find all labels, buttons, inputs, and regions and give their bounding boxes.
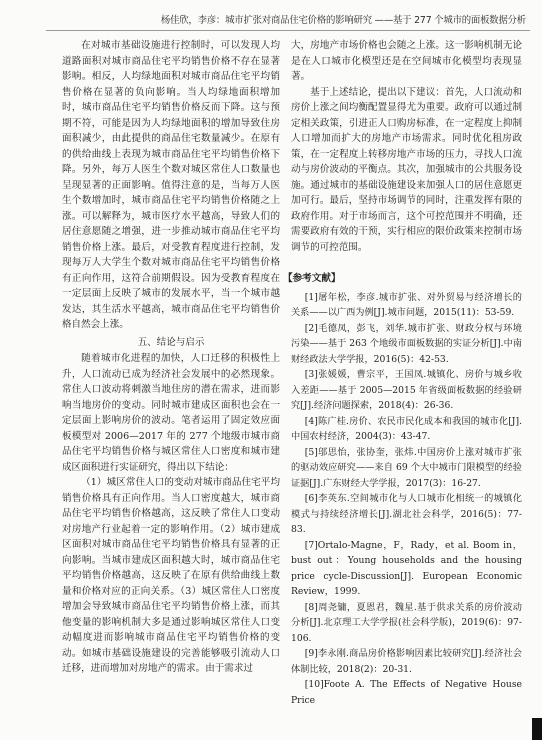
body-paragraph: 在对城市基础设施进行控制时，可以发现人均道路面积对城市商品住宅平均销售价格不存在显著影响。相反，人均绿地面积对城市商品住宅平均销售价格在显著的负向影响。当人均绿地面积增加时，城市商品住宅平均销售价格反而下降。这与预期不符，可能是因为人均绿地面积的增加导致住房面积减少，由此提供的商品住宅数量减少。在原有的供给曲线上表现为城市商品住宅平均销售价格下降。另外，每万人医生个数对城区常住人口数量也呈现显著的正面影响。值得注意的是，当每万人医生个数增加时，城市商品住宅平均销售价格随之上涨。可以解释为，城市医疗水平越高，导致人们的居住意愿随之增强，进一步推动城市商品住宅平均销售价格上涨。最后，对受教育程度进行控制，发现每万人大学生个数对城市商品住宅平均销售价格有正向作用，这符合前期假设。因为受教育程度在一定层面上反映了城市的发展水平，当一个城市越发达，其生活水平越高，城市商品住宅平均销售价格自然会上涨。 — [62, 40, 280, 330]
reference-list — [291, 290, 522, 709]
reference-item: [9]李永刚.商品房价格影响因素比较研究[J].经济社会体制比较，2018(2)：20-31. — [291, 648, 522, 675]
reference-item: [8]周尧镛，夏恩君，魏星.基于供求关系的房价波动分析[J].北京理工大学学报(社会科学版)，2019(6)：97-106. — [291, 601, 522, 644]
reference-item: [10]Foote A. The Effects of Negative House Price — [291, 679, 522, 706]
header-divider — [46, 30, 530, 31]
reference-item: [4]陈广桂.房价、农民市民化成本和我国的城市化[J].中国农村经济，2004(3)：43-47. — [291, 415, 522, 442]
reference-item: [6]李英东.空间城市化与人口城市化相统一的城镇化模式与持续经济增长[J].湖北社会科学，2016(5)：77-83. — [291, 493, 522, 535]
reference-item: [5]邬思怡，张协奎，张炜.中国房价上涨对城市扩张的驱动效应研究——来自 69 个大中城市门限模型的经验证据[J].广东财经大学学报，2017(3)：16-27. — [291, 446, 522, 489]
reference-item: [7]Ortalo-Magne，F，Rady，et al. Boom in，bust out：Young households and the housing price cycle-Discussion[J]. European Economic Review，1999. — [291, 539, 522, 597]
reference-item: [2]毛德凤，彭飞，刘华.城市扩张、财政分权与环境污染——基于 263 个地级市面板数据的实证分析[J].中南财经政法大学学报，2016(5)：42-53. — [291, 322, 522, 365]
page-edge-mark — [532, 718, 542, 740]
continued-paragraph: 大，房地产市场价格也会随之上涨。这一影响机制无论是在人口城市化模型还是在空间城市化模型均表现显著。 — [291, 40, 522, 82]
right-column — [283, 38, 522, 708]
left-column — [62, 38, 280, 677]
section-heading: 五、结论与启示 — [137, 336, 205, 348]
running-header: 杨佳欣，李彦：城市扩张对商品住宅价格的影响研究 ——基于 277 个城市的面板数据分析 — [160, 15, 526, 26]
body-paragraph: 基于上述结论，提出以下建议：首先，人口流动和房价上涨之间均衡配置显得尤为重要。政府可以通过制定相关政策，引进正人口购房标准，在一定程度上抑制人口增加而扩大的房地产市场需求。同时优化租房政策，在一定程度上转移房地产市场的压力，寻找人口流动与房价波动的平衡点。其次，加强城市的公共服务设施。通过城市的基础设施建设来加强人口的居住意愿更加可行。最后，坚持市场调节的同时，注重发挥有限的政府作用。对于市场而言，这个可控范围并不明确，还需要政府有效的干预，实行相应的限价政策来控制市场调节的可控范围。 — [291, 86, 522, 253]
reference-item: [3]张媛媛，曹宗平，王国凤.城镇化、房价与城乡收入差距——基于 2005—2015 年省级面板数据的经验研究[J].经济问题探索，2018(4)：26-36. — [291, 369, 522, 411]
body-paragraph: （1）城区常住人口的变动对城市商品住宅平均销售价格具有正向作用。当人口密度越大，城市商品住宅平均销售价格越高，这反映了常住人口变动对房地产行业起着一定的影响作用。（2）城市建成区面积对城市商品住宅平均销售价格具有显著的正向影响。当城市建成区面积越大时，城市商品住宅平均销售价格越高，这反映了在原有供给曲线上数量和价格对应的正向关系。（3）城区常住人口密度增加会导致城市商品住宅平均销售价格上涨，而其他变量的影响机制大多是通过影响城区常住人口变动幅度进而影响城市商品住宅平均销售价格的变动。如城市基础设施建设的完善能够吸引流动人口迁移，进而增加对房地产的需求。由于需求过 — [62, 477, 280, 674]
body-paragraph: 随着城市化进程的加快，人口迁移的积极性上升，人口流动已成为经济社会发展中的必然现象。常住人口波动将刺激当地住房的潜在需求，进而影响当地房价的变动。同时城市建成区面积也会在一定层面上影响房价的波动。笔者运用了固定效应面板模型对 2006—2017 年的 277 个地级市城市商品住宅平均销售价格与城区常住人口密度和城市建成区面积进行实证研究，得出以下结论： — [62, 353, 280, 473]
references-heading: 【参考文献】 — [283, 273, 341, 284]
reference-item: [1]屠年松，李彦.城市扩张、对外贸易与经济增长的关系——以广西为例[J].城市问题，2015(11)：53-59. — [291, 291, 522, 318]
